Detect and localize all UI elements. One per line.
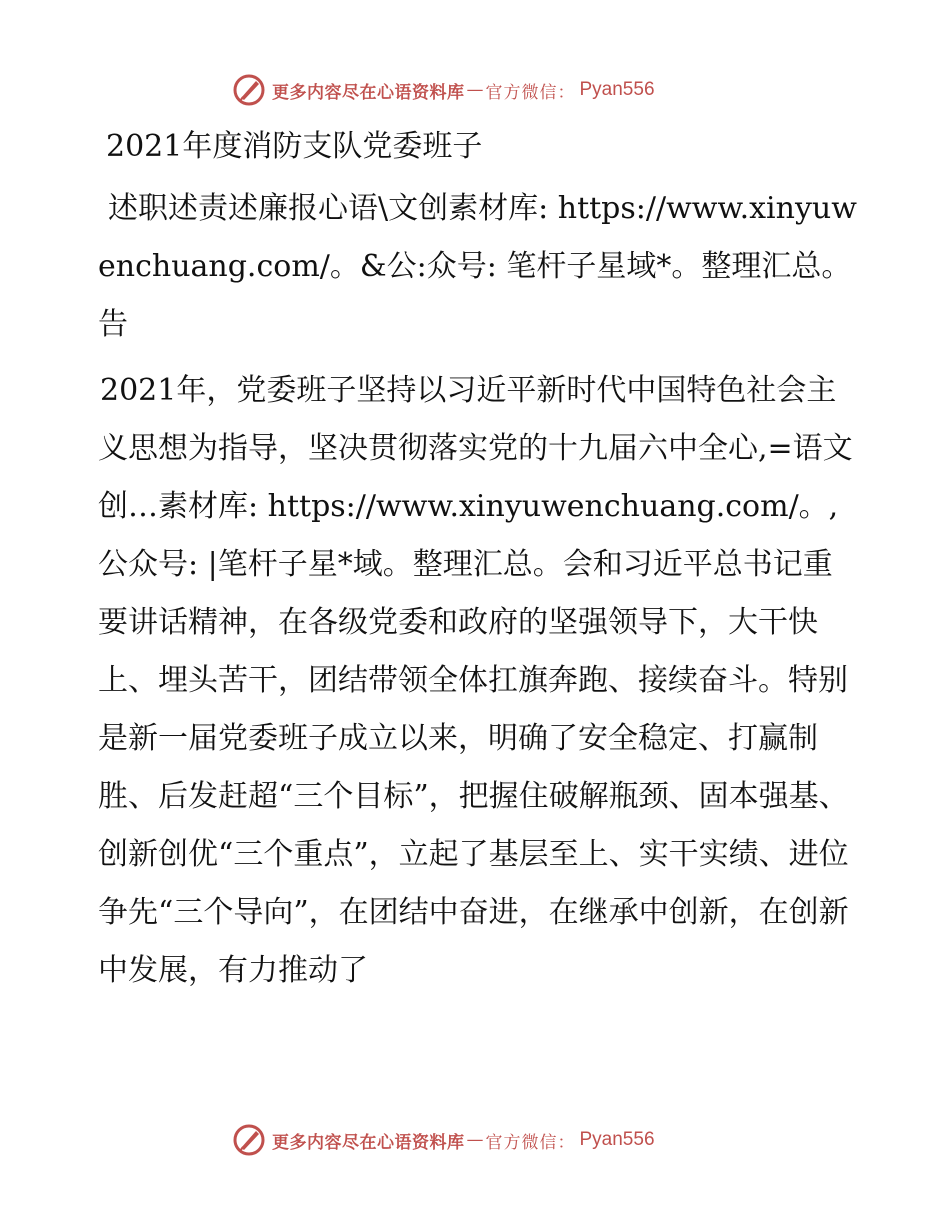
quill-logo-icon [232,73,266,107]
paragraph-2: 2021年，党委班子坚持以习近平新时代中国特色社会主义思想为指导，坚决贯彻落实党的十九届六中全心,=语文创…素材库: https://www.xinyuwenchuang.com/。,公众号: |笔杆子星*域。整理汇总。会和习近平总书记重要讲话精神，在各级党委和政府的坚强领导下，大干快上、埋头苦干，团结带领全体扛旗奔跑、接续奋斗。特别是新一届党委班子成立以来，明确了安全稳定、打赢制胜、后发赶超“三个目标”，把握住破解瓶颈、固本强基、创新创优“三个重点”，立起了基层至上、实干实绩、进位争先“三个导向”，在团结中奋进，在继承中创新，在创新中发展，有力推动了 [98,373,853,988]
watermark-wechat-id: Pyan556 [579,1129,655,1150]
watermark-wechat-id: Pyan556 [579,79,655,100]
watermark-dash: — [466,80,484,100]
document-title: 2021年度消防支队党委班子 [106,129,483,164]
header-watermark [232,70,655,110]
watermark-wechat-label: 官方微信： [485,1132,576,1153]
watermark-text: 更多内容尽在心语资料库 [272,82,465,103]
footer-watermark [232,1120,655,1160]
watermark-text: 更多内容尽在心语资料库 [272,1132,465,1153]
watermark-wechat-label: 官方微信： [485,82,576,103]
watermark-dash: — [466,1130,484,1150]
quill-logo-icon [232,1123,266,1157]
paragraph-1: 述职述责述廉报心语\文创素材库: https://www.xinyuwenchuang.com/。&公:众号: 笔杆子星域*。整理汇总。告 [98,191,857,342]
document-body [98,118,858,1000]
